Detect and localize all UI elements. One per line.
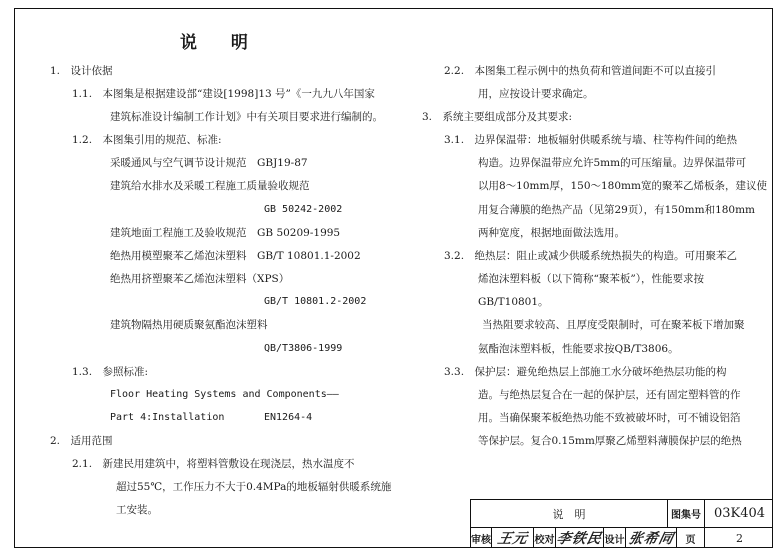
page-label: 页 bbox=[676, 528, 704, 548]
atlas-number-label: 图集号 bbox=[667, 500, 704, 527]
right-line: 构造。边界保温带应允许5mm的可压缩量。边界保温带可 bbox=[478, 157, 747, 169]
right-line: 2.2. 本图集工程示例中的热负荷和管道间距不可以直接引 bbox=[444, 65, 717, 77]
right-line: 用，应按设计要求确定。 bbox=[478, 88, 594, 100]
left-line: 建筑地面工程施工及验收规范 GB 50209-1995 bbox=[110, 227, 341, 239]
atlas-number: 03K404 bbox=[704, 500, 774, 527]
right-line: GB/T10801。 bbox=[478, 296, 549, 308]
drawing-title: 说 明 bbox=[552, 507, 586, 521]
review-label: 审核 bbox=[471, 534, 491, 546]
left-line: GB 50242-2002 bbox=[264, 204, 343, 215]
left-line: GB/T 10801.2-2002 bbox=[264, 296, 367, 307]
right-line: 两种宽度，根据地面做法选用。 bbox=[478, 227, 625, 239]
left-line: 超过55℃，工作压力不大于0.4MPa的地板辐射供暖系统施 bbox=[116, 481, 392, 493]
review-signature bbox=[491, 528, 533, 548]
left-line: Floor Heating Systems and Components—— bbox=[110, 389, 339, 400]
left-line: 1.1. 本图集是根据建设部“建设[1998]13 号”《一九九八年国家 bbox=[72, 88, 375, 100]
right-line: 烯泡沫塑料板（以下简称“聚苯板”），性能要求按 bbox=[478, 273, 704, 285]
right-line: 3. 系统主要组成部分及其要求: bbox=[422, 111, 573, 123]
page-title: 说 明 bbox=[180, 33, 262, 53]
page-number: 2 bbox=[704, 528, 774, 548]
right-line: 当热阻要求较高、且厚度受限制时，可在聚苯板下增加聚 bbox=[482, 319, 745, 331]
review-sign-text: 王元 bbox=[495, 531, 529, 547]
left-line: 绝热用模塑聚苯乙烯泡沫塑料 GB/T 10801.1-2002 bbox=[110, 250, 361, 262]
title-block-row-top bbox=[470, 499, 773, 527]
left-line: 2.1. 新建民用建筑中，将塑料管敷设在现浇层，热水温度不 bbox=[72, 458, 355, 470]
left-line: 建筑给水排水及采暖工程施工质量验收规范 bbox=[110, 180, 310, 192]
right-line: 用。当确保聚苯板绝热功能不致被破坏时，可不铺设铝箔 bbox=[478, 412, 741, 424]
right-line: 3.2. 绝热层：阻止或减少供暖系统热损失的构造。可用聚苯乙 bbox=[444, 250, 738, 262]
check-signature bbox=[555, 528, 603, 548]
check-label: 校对 bbox=[533, 528, 555, 548]
right-line: 等保护层。复合0.15mm厚聚乙烯塑料薄膜保护层的绝热 bbox=[478, 435, 742, 447]
right-line: 造。与绝热层复合在一起的保护层，还有固定塑料管的作 bbox=[478, 389, 741, 401]
title-block-row-bottom bbox=[470, 527, 773, 548]
left-line: 1.3. 参照标准: bbox=[72, 366, 149, 378]
design-signature bbox=[625, 528, 676, 548]
left-line: EN1264-4 bbox=[264, 412, 313, 423]
left-line: 工安装。 bbox=[116, 504, 158, 516]
left-line: 2. 适用范围 bbox=[50, 435, 113, 447]
left-line: QB/T3806-1999 bbox=[264, 343, 343, 354]
title-block bbox=[470, 499, 773, 548]
left-line: 建筑物隔热用硬质聚氨酯泡沫塑料 bbox=[110, 319, 268, 331]
design-label: 设计 bbox=[603, 528, 625, 548]
check-sign-text: 李铁民 bbox=[555, 531, 604, 547]
design-sign-text: 张希同 bbox=[626, 531, 675, 547]
left-line: 采暖通风与空气调节设计规范 GBJ19-87 bbox=[110, 157, 308, 169]
right-line: 以用8～10mm厚，150～180mm宽的聚苯乙烯板条，建议使 bbox=[478, 180, 767, 192]
left-line: 1.2. 本图集引用的规范、标准: bbox=[72, 134, 222, 146]
right-line: 3.3. 保护层：避免绝热层上部施工水分破坏绝热层功能的构 bbox=[444, 366, 727, 378]
left-line: 建筑标准设计编制工作计划》中有关项目要求进行编制的。 bbox=[110, 111, 383, 123]
left-line: 1. 设计依据 bbox=[50, 65, 113, 77]
left-line: Part 4:Installation bbox=[110, 412, 225, 423]
right-line: 3.1. 边界保温带：地板辐射供暖系统与墙、柱等构件间的绝热 bbox=[444, 134, 738, 146]
right-line: 氨酯泡沫塑料板，性能要求按QB/T3806。 bbox=[478, 343, 679, 355]
left-line: 绝热用挤塑聚苯乙烯泡沫塑料（XPS） bbox=[110, 273, 290, 285]
right-line: 用复合薄膜的绝热产品（见第29页），有150mm和180mm bbox=[478, 204, 756, 216]
